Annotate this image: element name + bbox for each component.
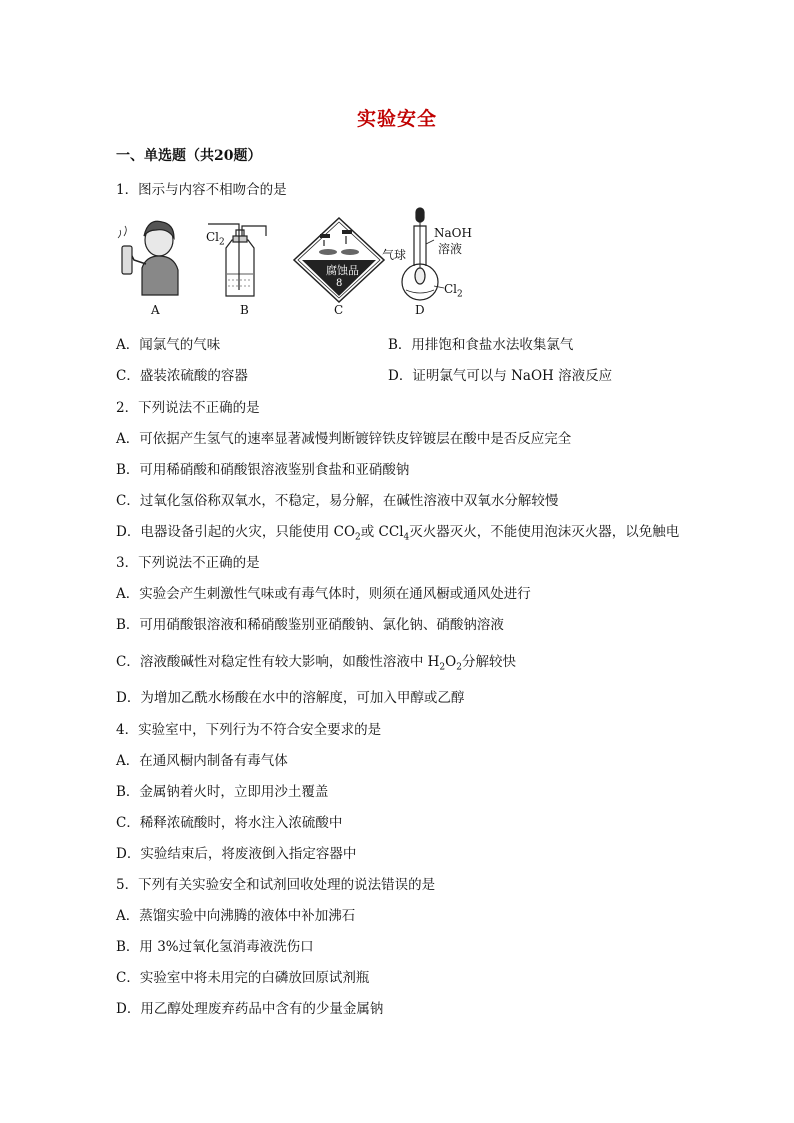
q5-option-a: A．蒸馏实验中向沸腾的液体中补加沸石: [116, 908, 356, 924]
cl2-label-d: $Cl_2$: [444, 282, 463, 300]
q3-option-d: D．为增加乙酰水杨酸在水中的溶解度，可加入甲醇或乙醇: [116, 690, 465, 706]
q4-option-d: D．实验结束后，将废液倒入指定容器中: [116, 846, 357, 862]
q2-option-b: B．可用稀硝酸和硝酸银溶液鉴别食盐和亚硝酸钠: [116, 462, 410, 478]
q1-figure-drawing: [116, 200, 496, 318]
q3-stem: 3．下列说法不正确的是: [116, 555, 260, 571]
q1-option-d: D．证明氯气可以与 NaOH 溶液反应: [388, 368, 613, 384]
person-illustration: [118, 221, 178, 295]
q5-stem: 5．下列有关实验安全和试剂回收处理的说法错误的是: [116, 877, 436, 893]
q3-option-b: B．可用硝酸银溶液和稀硝酸鉴别亚硝酸钠、氯化钠、硝酸钠溶液: [116, 617, 504, 633]
q4-option-a: A．在通风橱内制备有毒气体: [116, 753, 288, 769]
q5-option-d: D．用乙醇处理废弃药品中含有的少量金属钠: [116, 1001, 384, 1017]
q1-option-c: C．盛装浓硫酸的容器: [116, 368, 248, 384]
fig-label-d: D: [415, 303, 425, 317]
cl2-label-b: $Cl_2$: [206, 230, 225, 248]
q4-stem: 4．实验室中，下列行为不符合安全要求的是: [116, 722, 382, 738]
q4-option-c: C．稀释浓硫酸时，将水注入浓硫酸中: [116, 815, 343, 831]
q2-option-a: A．可依据产生氢气的速率显著减慢判断镀锌铁皮锌镀层在酸中是否反应完全: [116, 431, 572, 447]
corrosive-label: 腐蚀品: [326, 264, 359, 277]
q4-option-b: B．金属钠着火时，立即用沙土覆盖: [116, 784, 329, 800]
page-title: 实验安全: [356, 108, 437, 130]
naoh-solution-label: 溶液: [438, 242, 463, 256]
corrosive-sign-icon: [294, 218, 384, 302]
q3-option-c: C．溶液酸碱性对稳定性有较大影响，如酸性溶液中 $H_2O_2$分解较快: [116, 654, 516, 673]
q1-stem: 1．图示与内容不相吻合的是: [116, 182, 287, 198]
fig-label-b: B: [240, 303, 249, 317]
q2-stem: 2．下列说法不正确的是: [116, 400, 260, 416]
fig-label-c: C: [334, 303, 344, 317]
q1-option-a: A．闻氯气的气味: [116, 337, 221, 353]
naoh-label: NaOH: [434, 226, 472, 240]
q1-option-b: B．用排饱和食盐水法收集氯气: [388, 337, 574, 353]
q5-option-b: B．用 3%过氧化氢消毒液洗伤口: [116, 939, 314, 955]
q2-option-c: C．过氧化氢俗称双氧水，不稳定，易分解，在碱性溶液中双氧水分解较慢: [116, 493, 559, 509]
q3-option-a: A．实验会产生刺激性气味或有毒气体时，则须在通风橱或通风处进行: [116, 586, 531, 602]
q2-option-d: D．电器设备引起的火灾，只能使用 $CO_2$或 CCl$_4$灭火器灭火，不能使用泡沫灭火器，以免触电: [116, 524, 680, 543]
balloon-label: 气球: [382, 248, 407, 262]
q1-figure: [116, 200, 496, 318]
corrosive-class-number: 8: [336, 278, 343, 289]
q5-option-c: C．实验室中将未用完的白磷放回原试剂瓶: [116, 970, 370, 986]
fig-label-a: A: [151, 303, 160, 317]
section-heading: 一、单选题（共20题）: [116, 148, 262, 164]
